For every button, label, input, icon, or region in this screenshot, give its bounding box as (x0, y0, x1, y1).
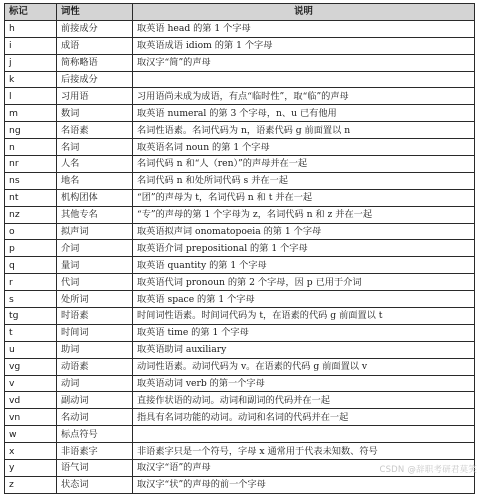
cell-tag: z (5, 476, 57, 493)
cell-desc: 取英语 quantity 的第 1 个字母 (133, 257, 475, 274)
cell-desc: 取英语 space 的第 1 个字母 (133, 291, 475, 308)
table-row (5, 54, 475, 71)
table-row (5, 206, 475, 223)
table-row (5, 257, 475, 274)
cell-pos: 助词 (57, 341, 133, 358)
cell-desc: 取英语 time 的第 1 个字母 (133, 324, 475, 341)
cell-desc: 习用语尚未成为成语，有点“临时性”，取“临”的声母 (133, 88, 475, 105)
header-tag: 标记 (5, 4, 57, 21)
cell-tag: x (5, 443, 57, 460)
cell-pos: 习用语 (57, 88, 133, 105)
cell-tag: nr (5, 156, 57, 173)
cell-tag: l (5, 88, 57, 105)
table-row (5, 156, 475, 173)
cell-desc: “团”的声母为 t，名词代码 n 和 t 并在一起 (133, 189, 475, 206)
cell-tag: v (5, 375, 57, 392)
table-row (5, 291, 475, 308)
table-row (5, 426, 475, 443)
table-row (5, 37, 475, 54)
cell-tag: o (5, 223, 57, 240)
cell-desc (133, 71, 475, 88)
cell-desc: 取英语 numeral 的第 3 个字母，n、u 已有他用 (133, 105, 475, 122)
table-row (5, 308, 475, 325)
header-pos: 词性 (57, 4, 133, 21)
cell-tag: y (5, 460, 57, 477)
cell-desc: 名词性语素。名词代码为 n，语素代码 g 前面置以 n (133, 122, 475, 139)
cell-desc: 取英语拟声词 onomatopoeia 的第 1 个字母 (133, 223, 475, 240)
cell-pos: 简称略语 (57, 54, 133, 71)
cell-tag: vg (5, 358, 57, 375)
table-row (5, 409, 475, 426)
cell-pos: 数词 (57, 105, 133, 122)
cell-pos: 名动词 (57, 409, 133, 426)
cell-pos: 其他专名 (57, 206, 133, 223)
table-row (5, 88, 475, 105)
table-row (5, 274, 475, 291)
cell-pos: 后接成分 (57, 71, 133, 88)
table-row (5, 240, 475, 257)
cell-tag: u (5, 341, 57, 358)
cell-pos: 拟声词 (57, 223, 133, 240)
cell-pos: 地名 (57, 172, 133, 189)
cell-tag: p (5, 240, 57, 257)
table-row (5, 139, 475, 156)
table-row (5, 71, 475, 88)
cell-pos: 前接成分 (57, 20, 133, 37)
cell-desc: 取汉字“简”的声母 (133, 54, 475, 71)
cell-tag: i (5, 37, 57, 54)
table-row (5, 324, 475, 341)
cell-pos: 动语素 (57, 358, 133, 375)
cell-tag: h (5, 20, 57, 37)
table-row (5, 223, 475, 240)
cell-tag: nt (5, 189, 57, 206)
pos-tag-table (4, 3, 475, 494)
cell-desc: 取汉字“状”的声母的前一个字母 (133, 476, 475, 493)
header-row (5, 4, 475, 21)
table-row (5, 122, 475, 139)
cell-tag: k (5, 71, 57, 88)
cell-tag: q (5, 257, 57, 274)
watermark: CSDN @辞职考研君莫笑 (379, 465, 477, 475)
cell-desc (133, 426, 475, 443)
cell-pos: 量词 (57, 257, 133, 274)
cell-tag: ns (5, 172, 57, 189)
cell-desc: 指具有名词功能的动词。动词和名词的代码并在一起 (133, 409, 475, 426)
cell-pos: 副动词 (57, 392, 133, 409)
table-row (5, 358, 475, 375)
cell-tag: ng (5, 122, 57, 139)
cell-desc: 动词性语素。动词代码为 v。在语素的代码 g 前面置以 v (133, 358, 475, 375)
cell-pos: 标点符号 (57, 426, 133, 443)
cell-pos: 语气词 (57, 460, 133, 477)
table-row (5, 189, 475, 206)
cell-desc: 非语素字只是一个符号，字母 x 通常用于代表未知数、符号 (133, 443, 475, 460)
cell-desc: 取英语助词 auxiliary (133, 341, 475, 358)
table-row (5, 476, 475, 493)
cell-desc: 直接作状语的动词。动词和副词的代码并在一起 (133, 392, 475, 409)
cell-tag: m (5, 105, 57, 122)
cell-desc: 取英语成语 idiom 的第 1 个字母 (133, 37, 475, 54)
cell-pos: 代词 (57, 274, 133, 291)
cell-desc: 取英语名词 noun 的第 1 个字母 (133, 139, 475, 156)
cell-desc: 时间词性语素。时间词代码为 t，在语素的代码 g 前面置以 t (133, 308, 475, 325)
cell-tag: vd (5, 392, 57, 409)
pos-tag-table-container (4, 3, 474, 494)
cell-tag: n (5, 139, 57, 156)
table-row (5, 172, 475, 189)
cell-tag: vn (5, 409, 57, 426)
cell-desc: 取英语动词 verb 的第一个字母 (133, 375, 475, 392)
cell-desc: 取英语代词 pronoun 的第 2 个字母，因 p 已用于介词 (133, 274, 475, 291)
cell-pos: 成语 (57, 37, 133, 54)
cell-pos: 机构团体 (57, 189, 133, 206)
cell-desc: 名词代码 n 和处所词代码 s 并在一起 (133, 172, 475, 189)
table-row (5, 105, 475, 122)
table-row (5, 443, 475, 460)
cell-desc: 名词代码 n 和“人（ren）”的声母并在一起 (133, 156, 475, 173)
cell-pos: 时间词 (57, 324, 133, 341)
cell-tag: t (5, 324, 57, 341)
cell-desc: 取英语 head 的第 1 个字母 (133, 20, 475, 37)
cell-pos: 状态词 (57, 476, 133, 493)
cell-tag: tg (5, 308, 57, 325)
cell-pos: 名语素 (57, 122, 133, 139)
cell-desc: “专”的声母的第 1 个字母为 z，名词代码 n 和 z 并在一起 (133, 206, 475, 223)
table-row (5, 341, 475, 358)
cell-tag: s (5, 291, 57, 308)
cell-pos: 时语素 (57, 308, 133, 325)
cell-pos: 非语素字 (57, 443, 133, 460)
cell-tag: w (5, 426, 57, 443)
cell-desc: 取英语介词 prepositional 的第 1 个字母 (133, 240, 475, 257)
cell-tag: r (5, 274, 57, 291)
header-desc: 说明 (133, 4, 475, 21)
cell-pos: 人名 (57, 156, 133, 173)
table-body (5, 20, 475, 493)
cell-tag: j (5, 54, 57, 71)
cell-pos: 处所词 (57, 291, 133, 308)
table-row (5, 392, 475, 409)
cell-pos: 名词 (57, 139, 133, 156)
table-row (5, 375, 475, 392)
table-header (5, 4, 475, 21)
cell-pos: 介词 (57, 240, 133, 257)
table-row (5, 20, 475, 37)
cell-pos: 动词 (57, 375, 133, 392)
cell-tag: nz (5, 206, 57, 223)
cell-desc: 取汉字“语”的声母 (133, 460, 475, 477)
